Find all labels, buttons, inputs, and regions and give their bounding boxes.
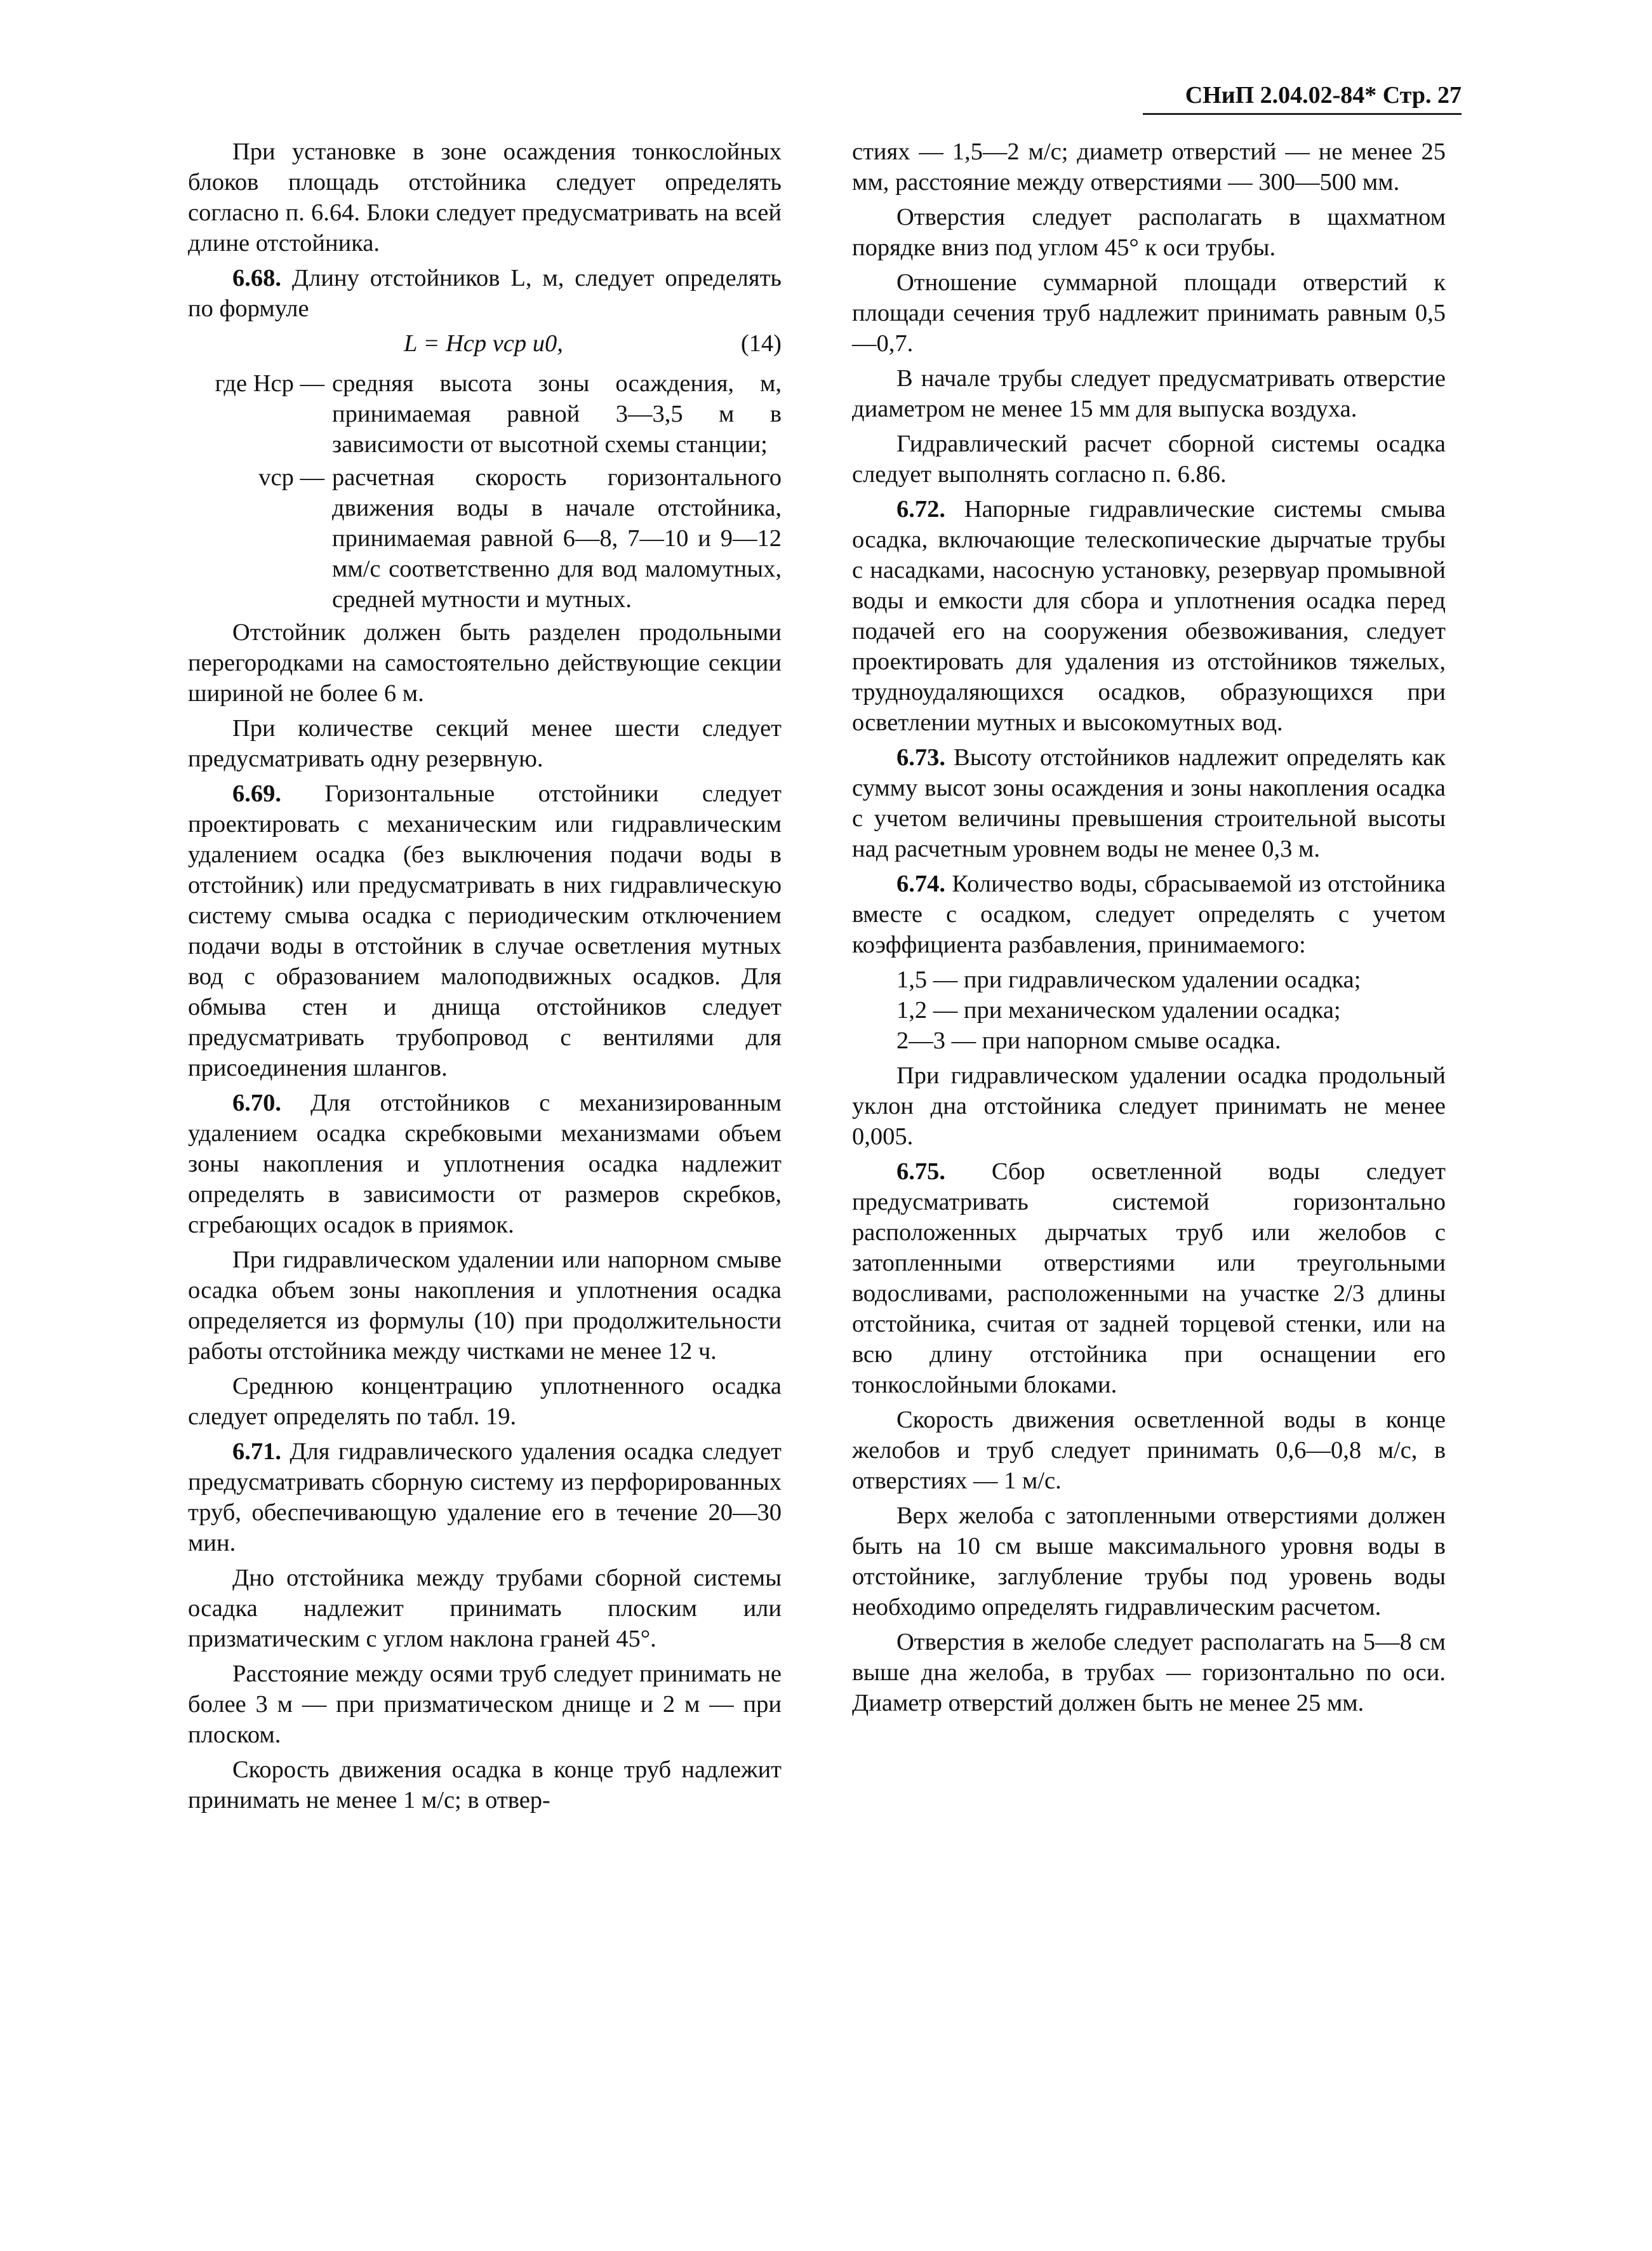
- section-number: 6.73.: [896, 744, 945, 771]
- formula-expression: L = Hср vср u0,: [404, 330, 563, 357]
- section-6-75: 6.75. Сбор осветленной воды следует предусматривать системой горизонтально расположенных дырчатых труб или желобов с затопленными отверстиями или треугольными водосливами, расположенными на участке 2/3 длины отстойника, считая от задней торцевой стенки, или на всю длину отстойника при оснащении его тонкослойными блоками.: [852, 1158, 1446, 1398]
- section-number: 6.68.: [232, 265, 281, 291]
- section-6-73: 6.73. Высоту отстойников надлежит определять как сумму высот зоны осаждения и зоны накопления осадка с учетом величины превышения строительной высоты над расчетным уровнем воды не менее 0,3 м.: [852, 744, 1446, 862]
- section-6-74: 6.74. Количество воды, сбрасываемой из отстойника вместе с осадком, следует определять с учетом коэффициента разбавления, принимаемого:: [852, 871, 1446, 958]
- section-6-70: 6.70. Для отстойников с механизированным удалением осадка скребковыми механизмами объем зоны накопления и уплотнения осадка надлежит определять в зависимости от размеров скребков, сгребающих осадок в приямок.: [188, 1090, 782, 1238]
- section-number: 6.74.: [896, 871, 945, 897]
- paragraph: При гидравлическом удалении осадка продольный уклон дна отстойника следует принимать не менее 0,005.: [852, 1062, 1446, 1150]
- right-column: [852, 137, 1446, 1723]
- page-header: СНиП 2.04.02-84* Стр. 27: [1185, 82, 1462, 109]
- header-rule: [1143, 113, 1462, 115]
- definition-text: средняя высота зоны осаждения, м, принимаемая равной 3—3,5 м в зависимости от высотной схемы станции;: [332, 370, 782, 458]
- section-number: 6.69.: [232, 780, 281, 807]
- section-number: 6.71.: [232, 1438, 281, 1465]
- paragraph: При установке в зоне осаждения тонкослойных блоков площадь отстойника следует определять согласно п. 6.64. Блоки следует предусматривать на всей длине отстойника.: [188, 138, 782, 257]
- paragraph: Среднюю концентрацию уплотненного осадка следует определять по табл. 19.: [188, 1373, 782, 1430]
- section-number: 6.75.: [896, 1158, 945, 1185]
- list-item: 1,2 — при механическом удалении осадка;: [896, 997, 1341, 1024]
- formula-14: [188, 328, 782, 363]
- paragraph: Скорость движения осадка в конце труб надлежит принимать не менее 1 м/с; в отвер-: [188, 1756, 782, 1813]
- paragraph: При гидравлическом удалении или напорном смыве осадка объем зоны накопления и уплотнения осадка определяется из формулы (10) при продолжительности работы отстойника между чистками не менее 12 ч.: [188, 1246, 782, 1365]
- section-6-71: 6.71. Для гидравлического удаления осадка следует предусматривать сборную систему из перфорированных труб, обеспечивающую удаление его в течение 20—30 мин.: [188, 1438, 782, 1556]
- section-6-68: 6.68. Длину отстойников L, м, следует определять по формуле: [188, 265, 782, 322]
- paragraph: В начале трубы следует предусматривать отверстие диаметром не менее 15 мм для выпуска воздуха.: [852, 365, 1446, 422]
- paragraph: Расстояние между осями труб следует принимать не более 3 м — при призматическом днище и 2 м — при плоском.: [188, 1660, 782, 1748]
- paragraph: Отстойник должен быть разделен продольными перегородками на самостоятельно действующие секции шириной не более 6 м.: [188, 619, 782, 707]
- paragraph: При количестве секций менее шести следует предусматривать одну резервную.: [188, 715, 782, 772]
- definition-symbol: где Hср —: [215, 370, 324, 397]
- paragraph: Скорость движения осветленной воды в конце желобов и труб следует принимать 0,6—0,8 м/с, в отверстиях — 1 м/с.: [852, 1406, 1446, 1494]
- definition-text: расчетная скорость горизонтального движения воды в начале отстойника, принимаемая равной 6—8, 7—10 и 9—12 мм/с соответственно для вод маломутных, средней мутности и мутных.: [332, 464, 782, 613]
- left-column: [188, 137, 782, 1820]
- definition-hcp: [188, 368, 782, 460]
- paragraph: Отношение суммарной площади отверстий к площади сечения труб надлежит принимать равным 0,5—0,7.: [852, 269, 1446, 357]
- paragraph: Отверстия следует располагать в щахматном порядке вниз под углом 45° к оси трубы.: [852, 204, 1446, 261]
- definition-vcp: [188, 462, 782, 615]
- list-item: 2—3 — при напорном смыве осадка.: [896, 1027, 1281, 1054]
- section-number: 6.72.: [896, 496, 945, 523]
- list-item: 1,5 — при гидравлическом удалении осадка;: [896, 966, 1361, 993]
- formula-number: (14): [740, 330, 782, 357]
- paragraph: Верх желоба с затопленными отверстиями должен быть на 10 см выше максимального уровня воды в отстойнике, заглубление трубы под уровень воды необходимо определять гидравлическим расчетом.: [852, 1502, 1446, 1620]
- paragraph: Гидравлический расчет сборной системы осадка следует выполнять согласно п. 6.86.: [852, 431, 1446, 488]
- section-6-72: 6.72. Напорные гидравлические системы смыва осадка, включающие телескопические дырчатые трубы с насадками, насосную установку, резервуар промывной воды и емкости для сбора и уплотнения осадка перед подачей его на сооружения обезвоживания, следует проектировать для удаления из отстойников тяжелых, трудноудаляющихся осадков, образующихся при осветлении мутных и высокомутных вод.: [852, 496, 1446, 736]
- definition-symbol: vср —: [258, 464, 324, 491]
- section-6-69: 6.69. Горизонтальные отстойники следует проектировать с механическим или гидравлическим удалением осадка (без выключения подачи воды в отстойник) или предусматривать в них гидравлическую систему смыва осадка с периодическим отключением подачи воды в отстойник в случае осветления мутных вод с образованием малоподвижных осадков. Для обмыва стен и днища отстойников следует предусматривать трубопровод с вентилями для присоединения шлангов.: [188, 780, 782, 1081]
- paragraph: Дно отстойника между трубами сборной системы осадка надлежит принимать плоским или призматическим с углом наклона граней 45°.: [188, 1565, 782, 1652]
- paragraph: Отверстия в желобе следует располагать на 5—8 см выше дна желоба, в трубах — горизонтально по оси. Диаметр отверстий должен быть не менее 25 мм.: [852, 1629, 1446, 1716]
- section-number: 6.70.: [232, 1090, 281, 1116]
- paragraph: стиях — 1,5—2 м/с; диаметр отверстий — не менее 25 мм, расстояние между отверстиями — 300—500 мм.: [852, 138, 1446, 196]
